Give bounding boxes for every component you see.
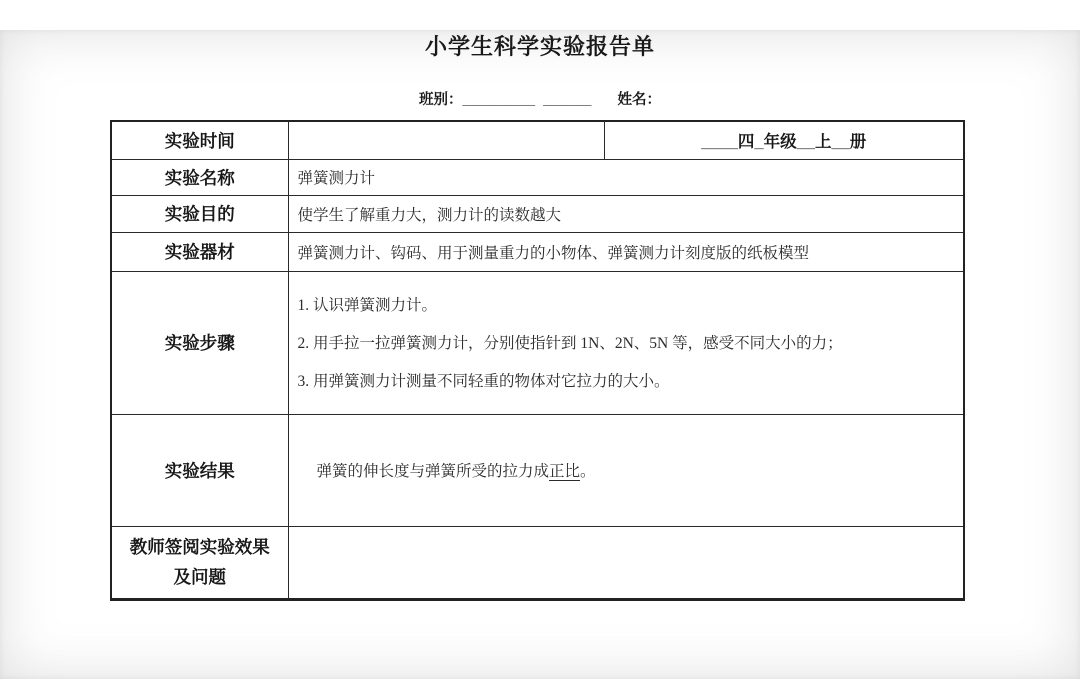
table-row-time bbox=[111, 121, 964, 159]
class-label: 班别： bbox=[419, 92, 463, 108]
header-fields bbox=[0, 88, 1080, 109]
experiment-steps-cell bbox=[288, 271, 964, 414]
step-line-2: 2. 用手拉一拉弹簧测力计，分别使指针到 1N、2N、5N 等，感受不同大小的力； bbox=[297, 335, 843, 352]
time-value-cell bbox=[288, 121, 604, 159]
class-blank-line-1: _________ bbox=[462, 92, 536, 108]
experiment-purpose-cell: 使学生了解重力大，测力计的读数越大 bbox=[288, 195, 964, 232]
teacher-comment-cell bbox=[288, 526, 964, 599]
result-underlined-term: 正比 bbox=[549, 463, 581, 480]
row-label-material: 实验器材 bbox=[111, 232, 288, 271]
table-row-material bbox=[111, 232, 964, 271]
table-row-teacher bbox=[111, 526, 964, 599]
experiment-name-cell: 弹簧测力计 bbox=[288, 159, 964, 195]
row-label-steps: 实验步骤 bbox=[111, 271, 288, 414]
experiment-material-cell: 弹簧测力计、钩码、用于测量重力的小物体、弹簧测力计刻度版的纸板模型 bbox=[288, 232, 964, 271]
class-blank-line-2: ______ bbox=[543, 92, 592, 108]
table-row-purpose bbox=[111, 195, 964, 232]
row-label-purpose: 实验目的 bbox=[111, 195, 288, 232]
page-title: 小学生科学实验报告单 bbox=[424, 34, 655, 59]
row-label-result: 实验结果 bbox=[111, 414, 288, 526]
result-text-end: 。 bbox=[580, 463, 596, 480]
table-row-result bbox=[111, 414, 964, 526]
step-line-1: 1. 认识弹簧测力计。 bbox=[297, 297, 438, 314]
teacher-label-line-1: 教师签阅实验效果 bbox=[129, 537, 270, 557]
result-text: 弹簧的伸长度与弹簧所受的拉力成 bbox=[316, 463, 550, 480]
table-row-name bbox=[111, 159, 964, 195]
row-label-time: 实验时间 bbox=[111, 121, 288, 159]
grade-volume-cell: ____四_年级__上__册 bbox=[604, 121, 964, 159]
name-label: 姓名： bbox=[617, 92, 661, 108]
row-label-name: 实验名称 bbox=[111, 159, 288, 195]
table-row-steps bbox=[111, 271, 964, 414]
experiment-report-table bbox=[110, 120, 965, 601]
experiment-result-cell bbox=[288, 414, 964, 526]
row-label-teacher bbox=[111, 526, 288, 599]
step-line-3: 3. 用弹簧测力计测量不同轻重的物体对它拉力的大小。 bbox=[297, 373, 670, 390]
teacher-label-line-2: 及问题 bbox=[173, 567, 226, 587]
